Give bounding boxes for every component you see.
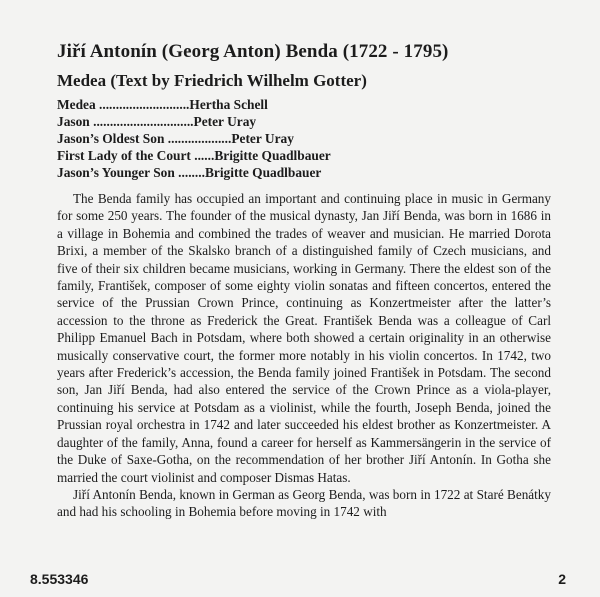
cast-row-jason: Jason ..............................Peter Uray	[57, 114, 257, 129]
catalogue-number: 8.553346	[30, 571, 89, 587]
body-text	[57, 190, 551, 521]
body-paragraph-1: The Benda family has occupied an important and continuing place in music in Germany for some 250 years. The founder of the musical dynasty, Jan Jiří Benda, was born in 1686 in a village in Bohemia and combined the trades of weaver and musician. He married Dorota Brixi, a member of the Skalsko branch of a distinguished family of Czech musicians, and five of their six children became musicians, working in Germany. There the eldest son of the family, František, composer of some eighty violin sonatas and fifteen concertos, entered the service of the Prussian Crown Prince, continuing as Konzertmeister after the latter’s accession to the throne as Frederick the Great. František Benda was a colleague of Carl Philipp Emanuel Bach in Potsdam, where both showed a certain originality in an otherwise musically conservative court, the former more notably in his violin concertos. In 1742, two years after Frederick’s accession, the Benda family joined František in Potsdam. The second son, Jan Jiří Benda, had also entered the service of the Crown Prince as a viola-player, continuing his service at Potsdam as a violinist, while the fourth, Joseph Benda, joined the Prussian royal orchestra in 1742 and later succeeded his eldest brother as Konzertmeister. A daughter of the family, Anna, found a career for herself as Kammersängerin in the service of the Duke of Saxe-Gotha, on the recommendation of her brother Jiří Antonín. In Gotha she married the court violinist and composer Dismas Hatas.	[57, 191, 551, 485]
work-subtitle: Medea (Text by Friedrich Wilhelm Gotter)	[57, 71, 367, 90]
page-title: Jiří Antonín (Georg Anton) Benda (1722 - 1795)	[57, 41, 449, 62]
cast-row-first-lady: First Lady of the Court ......Brigitte Quadlbauer	[57, 148, 331, 163]
cast-row-medea: Medea ...........................Hertha Schell	[57, 97, 268, 112]
page-number: 2	[558, 571, 566, 587]
cast-row-oldest-son: Jason’s Oldest Son ...................Peter Uray	[57, 131, 294, 146]
body-paragraph-2: Jiří Antonín Benda, known in German as Georg Benda, was born in 1722 at Staré Benátky and had his schooling in Bohemia before moving in 1742 with	[57, 486, 551, 520]
cast-row-younger-son: Jason’s Younger Son ........Brigitte Quadlbauer	[57, 165, 322, 180]
cast-list	[57, 96, 331, 181]
